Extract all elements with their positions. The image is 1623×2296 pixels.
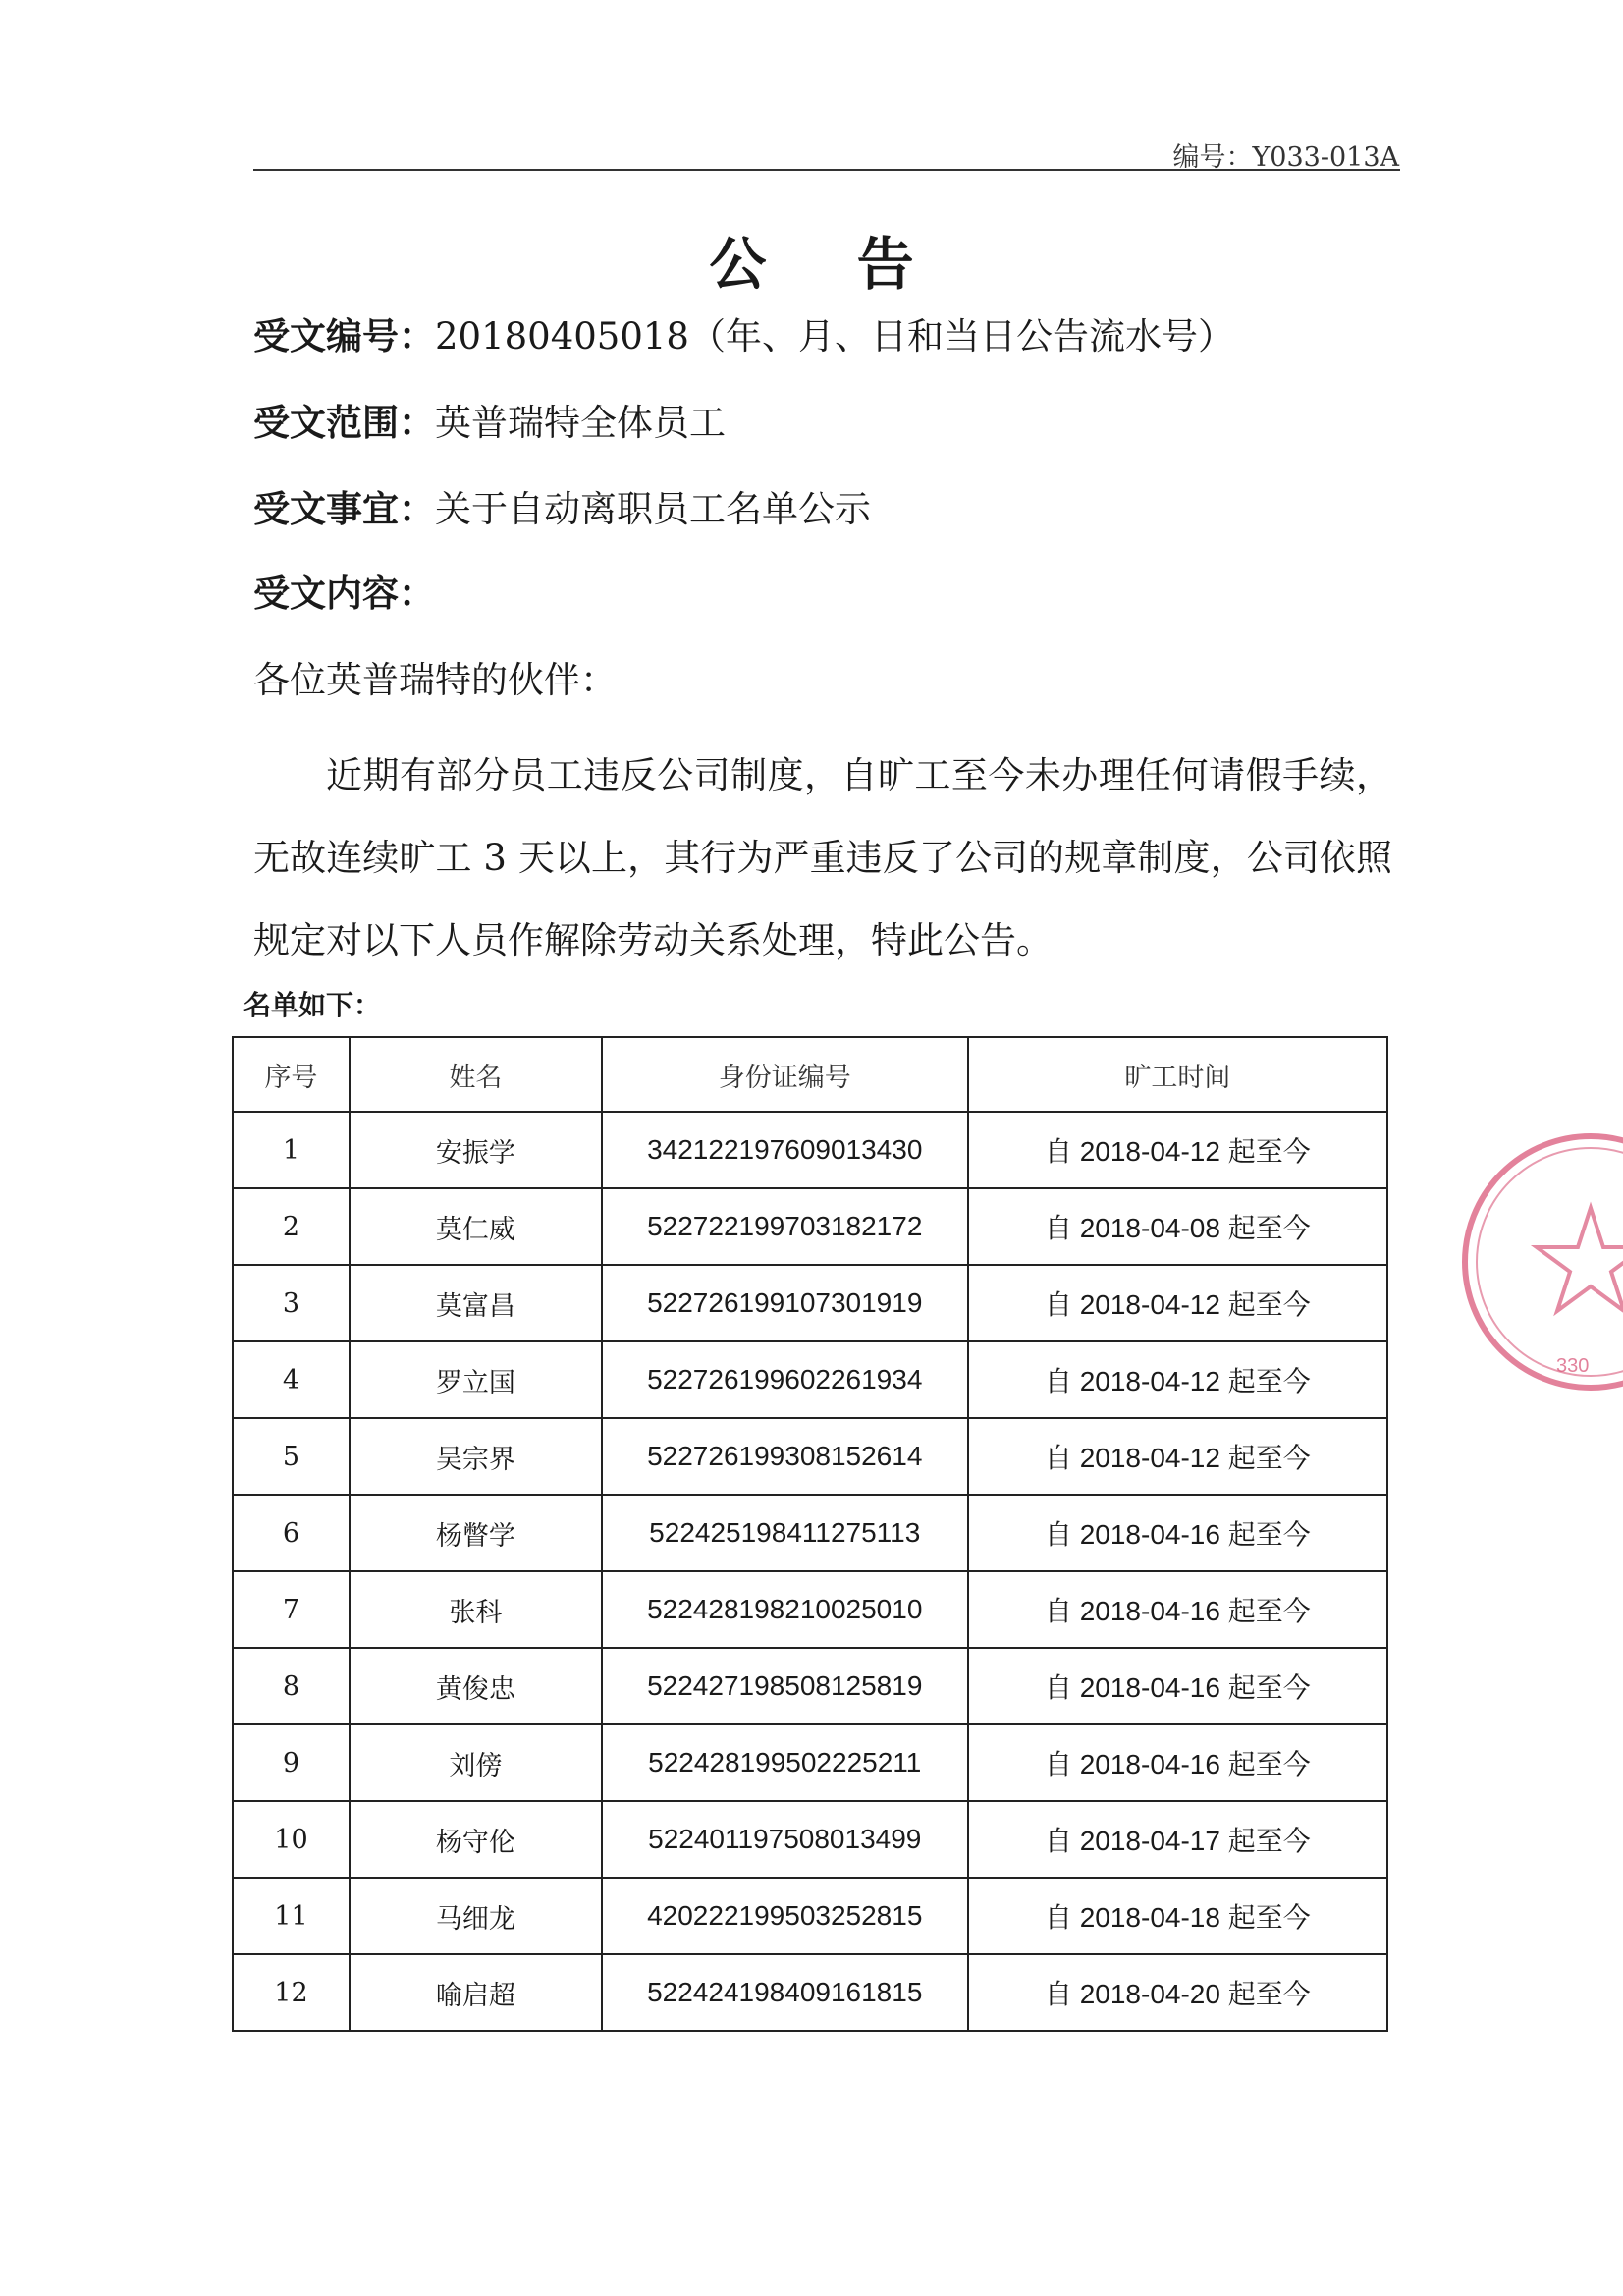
absence-period: 自 2018-04-18 起至今 — [968, 1878, 1387, 1954]
row-number: 1 — [233, 1112, 350, 1188]
table-row — [233, 1878, 1387, 1954]
field-label: 受文范围： — [253, 402, 435, 444]
field-content — [253, 564, 435, 617]
table-row — [233, 1418, 1387, 1495]
document-number: 编号：Y033-013A — [1172, 142, 1399, 173]
absence-period: 自 2018-04-12 起至今 — [968, 1112, 1387, 1188]
row-number: 2 — [233, 1188, 350, 1265]
company-seal-icon — [1443, 1115, 1623, 1409]
greeting: 各位英普瑞特的伙伴： — [253, 659, 617, 701]
field-scope — [253, 393, 726, 446]
row-number: 8 — [233, 1648, 350, 1724]
header-cell-period: 旷工时间 — [968, 1037, 1387, 1112]
row-number: 11 — [233, 1878, 350, 1954]
field-document-number — [253, 306, 1234, 359]
id-number: 522425198411275113 — [602, 1495, 968, 1571]
table-row — [233, 1954, 1387, 2031]
employee-name: 张科 — [350, 1571, 602, 1648]
absence-period: 自 2018-04-16 起至今 — [968, 1495, 1387, 1571]
seal-text: 330 — [1556, 1355, 1590, 1377]
field-label: 受文内容： — [253, 573, 435, 615]
id-number: 342122197609013430 — [602, 1112, 968, 1188]
table-row — [233, 1265, 1387, 1341]
employee-name: 黄俊忠 — [350, 1648, 602, 1724]
field-label: 受文事宜： — [253, 488, 435, 530]
absence-period: 自 2018-04-20 起至今 — [968, 1954, 1387, 2031]
employee-name: 杨守伦 — [350, 1801, 602, 1878]
id-number: 420222199503252815 — [602, 1878, 968, 1954]
id-number: 522427198508125819 — [602, 1648, 968, 1724]
absence-period: 自 2018-04-16 起至今 — [968, 1724, 1387, 1801]
field-label: 受文编号： — [253, 315, 435, 357]
header-cell-id: 身份证编号 — [602, 1037, 968, 1112]
absence-period: 自 2018-04-16 起至今 — [968, 1648, 1387, 1724]
field-value: 20180405018（年、月、日和当日公告流水号） — [435, 315, 1234, 357]
row-number: 9 — [233, 1724, 350, 1801]
id-number: 522722199703182172 — [602, 1188, 968, 1265]
field-value: 关于自动离职员工名单公示 — [435, 488, 871, 530]
id-number: 522726199107301919 — [602, 1265, 968, 1341]
id-number: 522428199502225211 — [602, 1724, 968, 1801]
row-number: 10 — [233, 1801, 350, 1878]
table-body — [233, 1112, 1387, 2031]
employee-name: 吴宗界 — [350, 1418, 602, 1495]
id-number: 522726199308152614 — [602, 1418, 968, 1495]
row-number: 6 — [233, 1495, 350, 1571]
employee-name: 莫富昌 — [350, 1265, 602, 1341]
dismissal-table — [232, 1036, 1388, 2032]
list-heading: 名单如下： — [243, 989, 382, 1021]
absence-period: 自 2018-04-12 起至今 — [968, 1341, 1387, 1418]
row-number: 5 — [233, 1418, 350, 1495]
row-number: 3 — [233, 1265, 350, 1341]
table-row — [233, 1495, 1387, 1571]
id-number: 522726199602261934 — [602, 1341, 968, 1418]
employee-name: 马细龙 — [350, 1878, 602, 1954]
employee-name: 喻启超 — [350, 1954, 602, 2031]
field-value: 英普瑞特全体员工 — [435, 402, 726, 444]
body-paragraph: 近期有部分员工违反公司制度，自旷工至今未办理任何请假手续，无故连续旷工 3 天以上，其行为严重违反了公司的规章制度，公司依照规定对以下人员作解除劳动关系处理，特此公告。 — [253, 754, 1392, 961]
table-row — [233, 1188, 1387, 1265]
table-row — [233, 1724, 1387, 1801]
absence-period: 自 2018-04-17 起至今 — [968, 1801, 1387, 1878]
absence-period: 自 2018-04-12 起至今 — [968, 1265, 1387, 1341]
row-number: 7 — [233, 1571, 350, 1648]
employee-name: 杨瞥学 — [350, 1495, 602, 1571]
employee-name: 莫仁威 — [350, 1188, 602, 1265]
page-title: 公 告 — [709, 231, 949, 298]
absence-period: 自 2018-04-08 起至今 — [968, 1188, 1387, 1265]
employee-name: 刘傍 — [350, 1724, 602, 1801]
absence-period: 自 2018-04-12 起至今 — [968, 1418, 1387, 1495]
absence-period: 自 2018-04-16 起至今 — [968, 1571, 1387, 1648]
row-number: 4 — [233, 1341, 350, 1418]
field-subject — [253, 479, 871, 532]
header-cell-no: 序号 — [233, 1037, 350, 1112]
row-number: 12 — [233, 1954, 350, 2031]
table-row — [233, 1648, 1387, 1724]
id-number: 522428198210025010 — [602, 1571, 968, 1648]
table-row — [233, 1801, 1387, 1878]
id-number: 522424198409161815 — [602, 1954, 968, 2031]
table-row — [233, 1112, 1387, 1188]
employee-name: 罗立国 — [350, 1341, 602, 1418]
header-rule — [253, 169, 1400, 171]
id-number: 522401197508013499 — [602, 1801, 968, 1878]
table-row — [233, 1571, 1387, 1648]
employee-name: 安振学 — [350, 1112, 602, 1188]
table-header-row — [233, 1037, 1387, 1112]
table-row — [233, 1341, 1387, 1418]
header-cell-name: 姓名 — [350, 1037, 602, 1112]
